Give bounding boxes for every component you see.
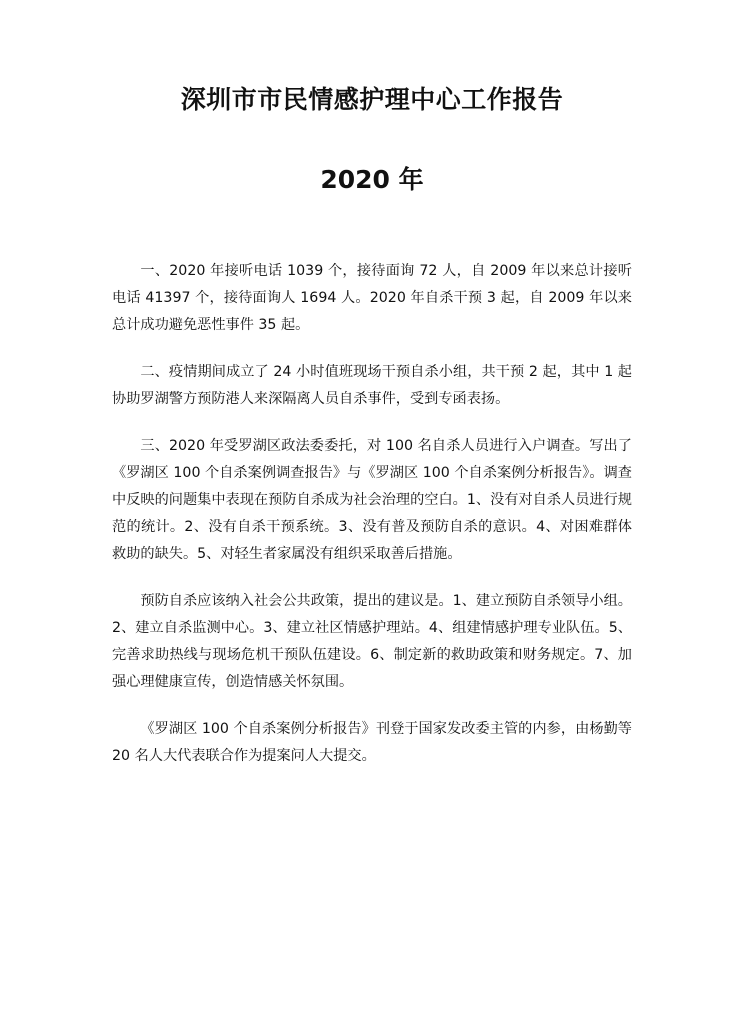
paragraph-call-statistics: 一、2020 年接听电话 1039 个，接待面询 72 人，自 2009 年以来总计接听电话 41397 个，接待面询人 1694 人。2020 年自杀干预 3 起，自 2009 年以来总计成功避免恶性事件 35 起。: [112, 263, 632, 333]
paragraph-policy-suggestions: 预防自杀应该纳入社会公共政策，提出的建议是。1、建立预防自杀领导小组。2、建立自杀监测中心。3、建立社区情感护理站。4、组建情感护理专业队伍。5、完善求助热线与现场危机干预队伍建设。6、制定新的救助政策和财务规定。7、加强心理健康宣传，创造情感关怀氛围。: [112, 593, 632, 690]
paragraph-luohu-survey: 三、2020 年受罗湖区政法委委托，对 100 名自杀人员进行入户调查。写出了《罗湖区 100 个自杀案例调查报告》与《罗湖区 100 个自杀案例分析报告》。调查中反映的问题集中表现在预防自杀成为社会治理的空白。1、没有对自杀人员进行规范的统计。2、没有自杀干预系统。3、没有普及预防自杀的意识。4、对困难群体救助的缺失。5、对轻生者家属没有组织采取善后措施。: [112, 438, 632, 562]
document-year: 2020 年: [320, 165, 424, 194]
paragraph-epidemic-intervention: 二、疫情期间成立了 24 小时值班现场干预自杀小组，共干预 2 起，其中 1 起协助罗湖警方预防港人来深隔离人员自杀事件，受到专函表扬。: [112, 364, 632, 407]
paragraph-report-submission: 《罗湖区 100 个自杀案例分析报告》刊登于国家发改委主管的内参，由杨勤等 20 名人大代表联合作为提案问人大提交。: [112, 721, 632, 764]
document-body: [112, 258, 632, 770]
document-title: 深圳市市民情感护理中心工作报告: [180, 85, 564, 114]
